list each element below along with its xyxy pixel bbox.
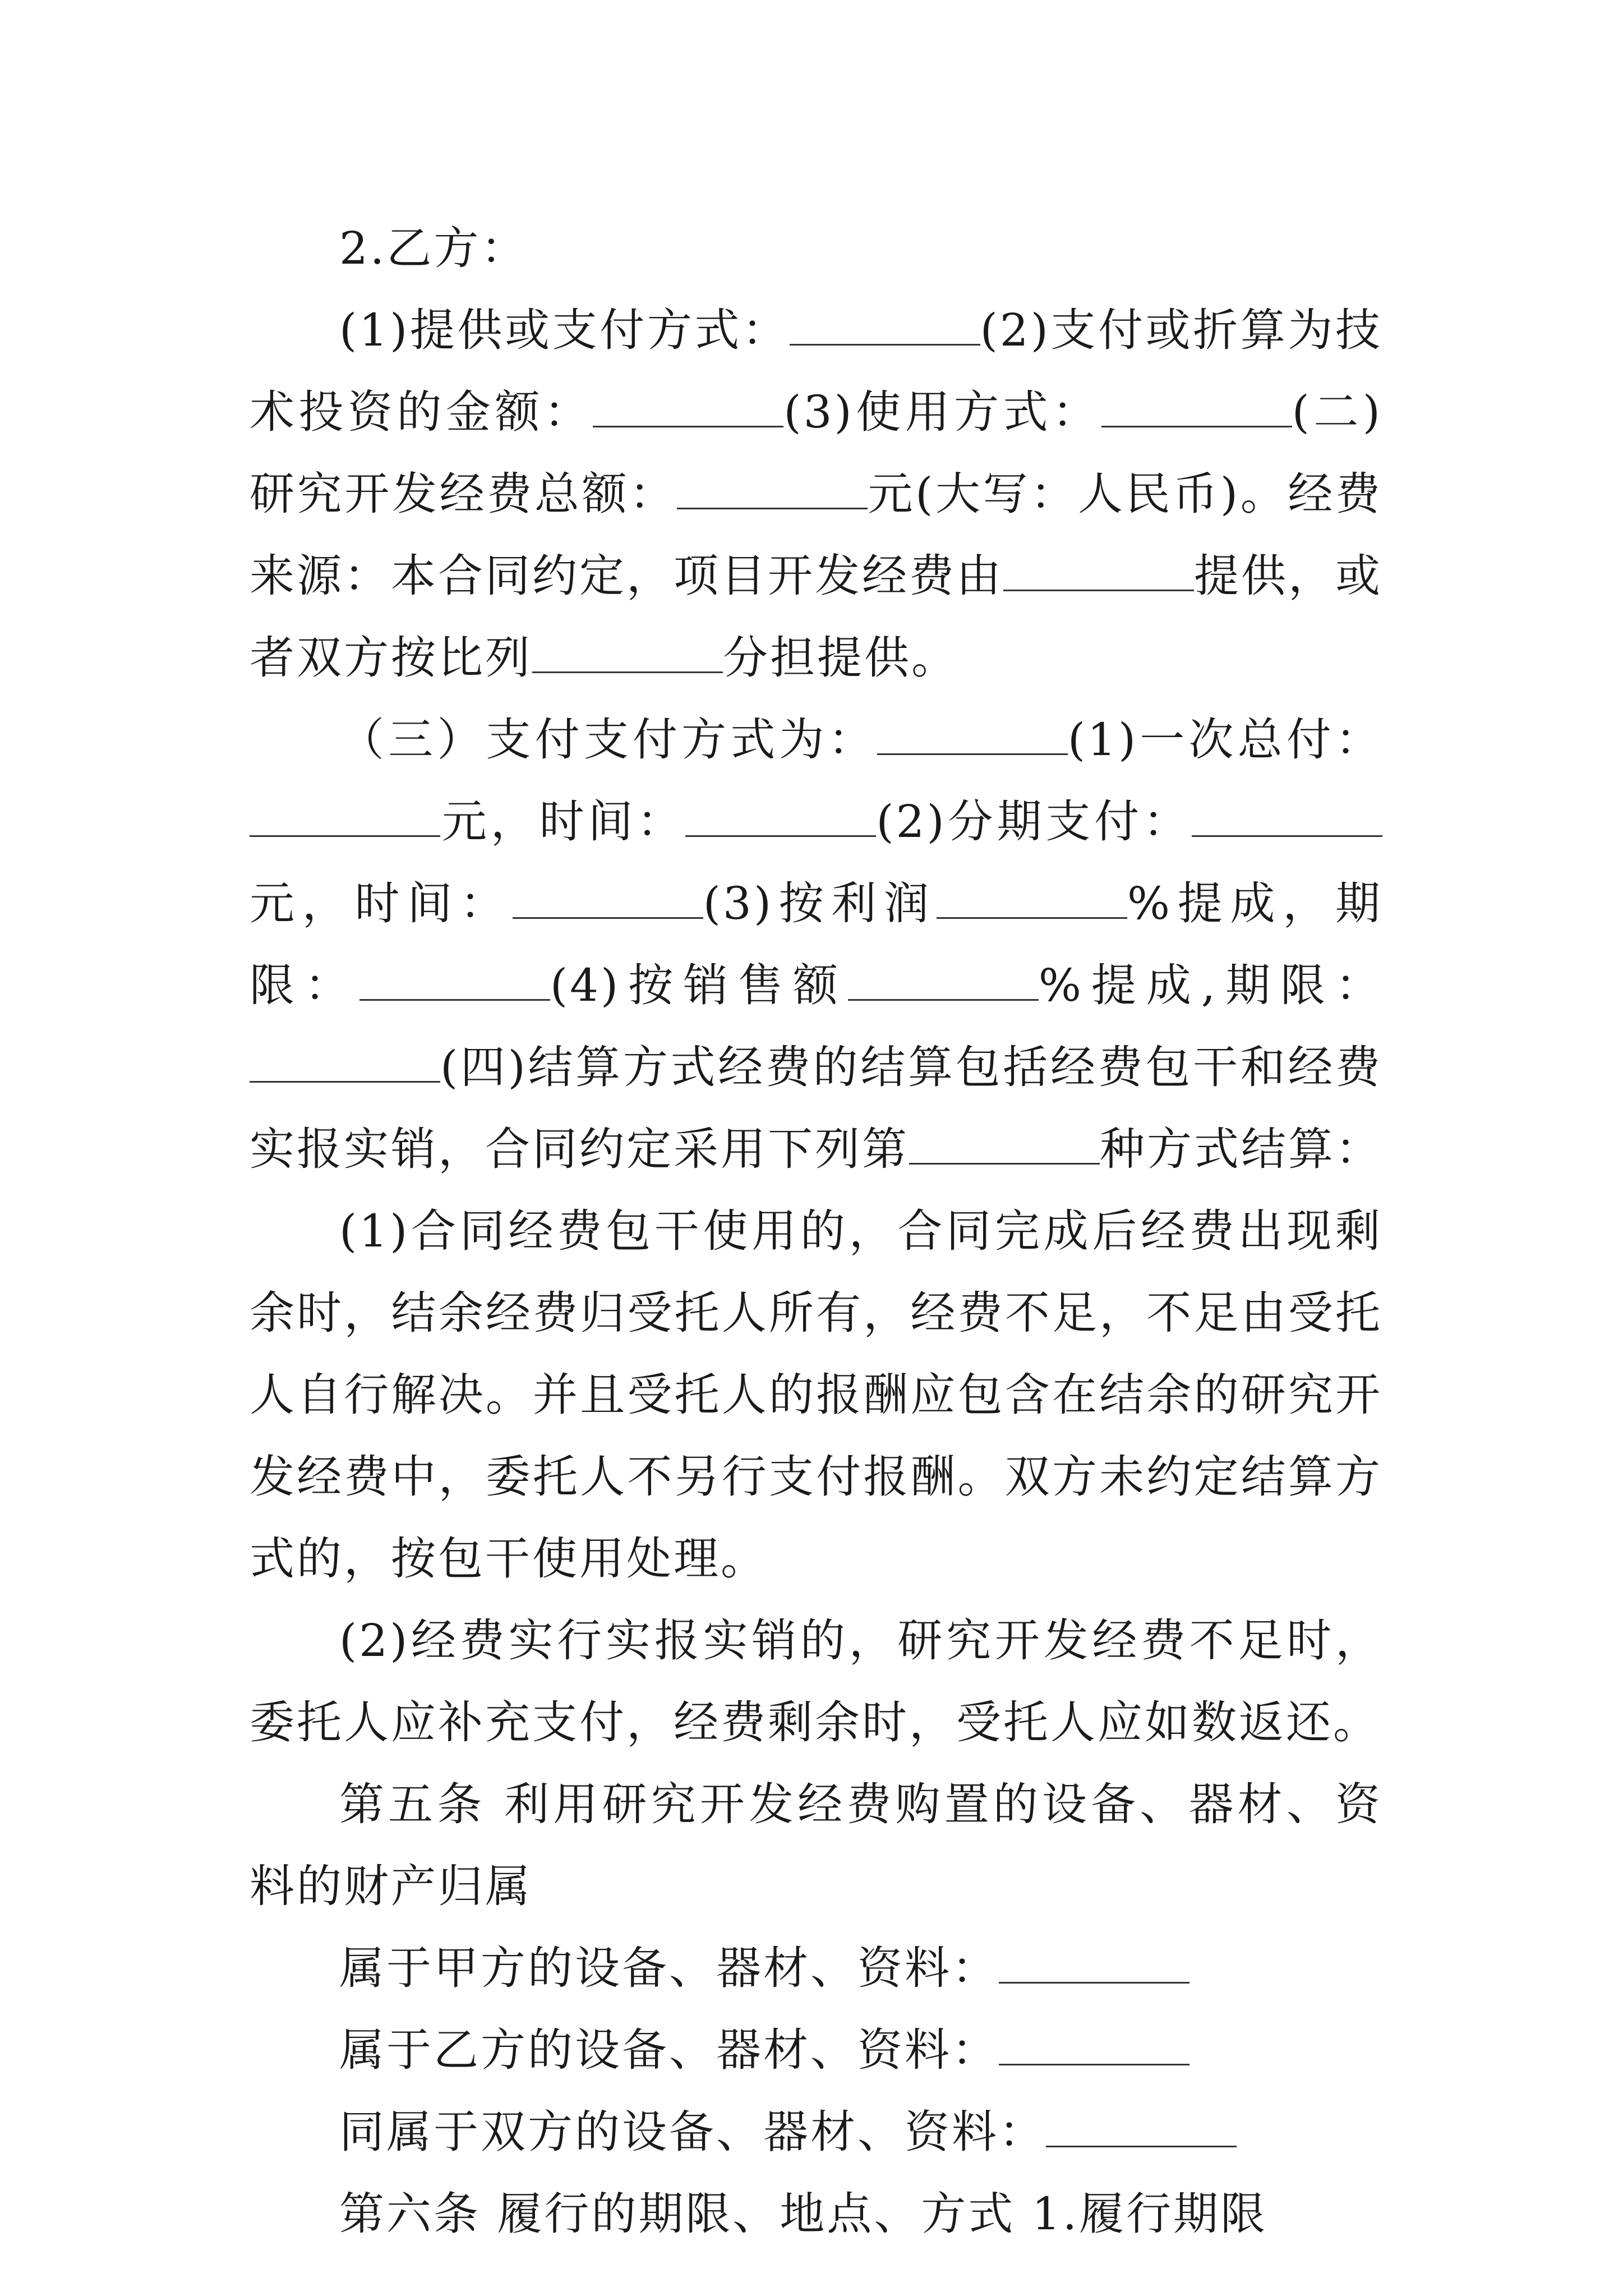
settlement-clause-1: (1)合同经费包干使用的，合同完成后经费出现剩余时，结余经费归受托人所有，经费不足，不足由受托人自行解决。并且受托人的报酬应包含在结余的研究开发经费中，委托人不另行支付报酬。双方未约定结算方式的，按包干使用处理。 [250, 1205, 1382, 1585]
blank-share-ratio[interactable] [532, 638, 723, 673]
blank-equipment-party-b[interactable] [999, 2030, 1189, 2065]
party-b-heading: 2.乙方： [339, 222, 528, 274]
equipment-both-parties: 同属于双方的设备、器材、资料： [250, 2091, 1382, 2173]
blank-total-funds[interactable] [677, 474, 868, 509]
blank-usage-method[interactable] [1101, 392, 1292, 427]
blank-funds-provider[interactable] [1003, 556, 1194, 591]
blank-lump-sum-time[interactable] [685, 802, 876, 837]
contribution-paragraph: (1)提供或支付方式： (2)支付或折算为技术投资的金额： (3)使用方式： (二)研究开发经费总额： 元(大写：人民币)。经费来源：本合同约定，项目开发经费由 提供，或者双方按比列 分担提供。 [250, 304, 1383, 684]
blank-payment-type[interactable] [877, 720, 1068, 755]
equipment-party-a: 属于甲方的设备、器材、资料： [250, 1927, 1382, 2009]
blank-investment-amount[interactable] [593, 392, 783, 427]
equipment-party-b: 属于乙方的设备、器材、资料： [250, 2009, 1382, 2091]
blank-profit-percent[interactable] [937, 884, 1127, 919]
payment-paragraph: （三）支付支付方式为： (1)一次总付：元，时间： (2)分期支付：元，时间： (3)按利润 %提成，期限： (4)按销售额 %提成,期限：(四)结算方式经费的结算包括经费包干和经费实报实销，合同约定采用下列第 种方式结算： [250, 714, 1383, 1175]
blank-lump-sum-amount[interactable] [250, 802, 440, 837]
article-6-heading: 第六条 履行的期限、地点、方式 1.履行期限 [339, 2188, 1268, 2240]
blank-sales-percent[interactable] [848, 965, 1039, 1001]
blank-profit-term[interactable] [359, 965, 550, 1001]
blank-sales-term[interactable] [250, 1047, 440, 1083]
blank-equipment-both[interactable] [1046, 2112, 1237, 2147]
settlement-clause-2: (2)经费实行实报实销的，研究开发经费不足时，委托人应补充支付，经费剩余时，受托人应如数返还。 [250, 1614, 1382, 1749]
blank-payment-method[interactable] [790, 310, 980, 346]
blank-settlement-option[interactable] [909, 1129, 1100, 1165]
article-5-heading: 第五条 利用研究开发经费购置的设备、器材、资料的财产归属 [250, 1778, 1382, 1912]
blank-installment-time[interactable] [513, 884, 703, 919]
blank-equipment-party-a[interactable] [999, 1948, 1189, 1984]
contract-text [250, 208, 1382, 2255]
blank-installment-amount[interactable] [1192, 802, 1382, 837]
